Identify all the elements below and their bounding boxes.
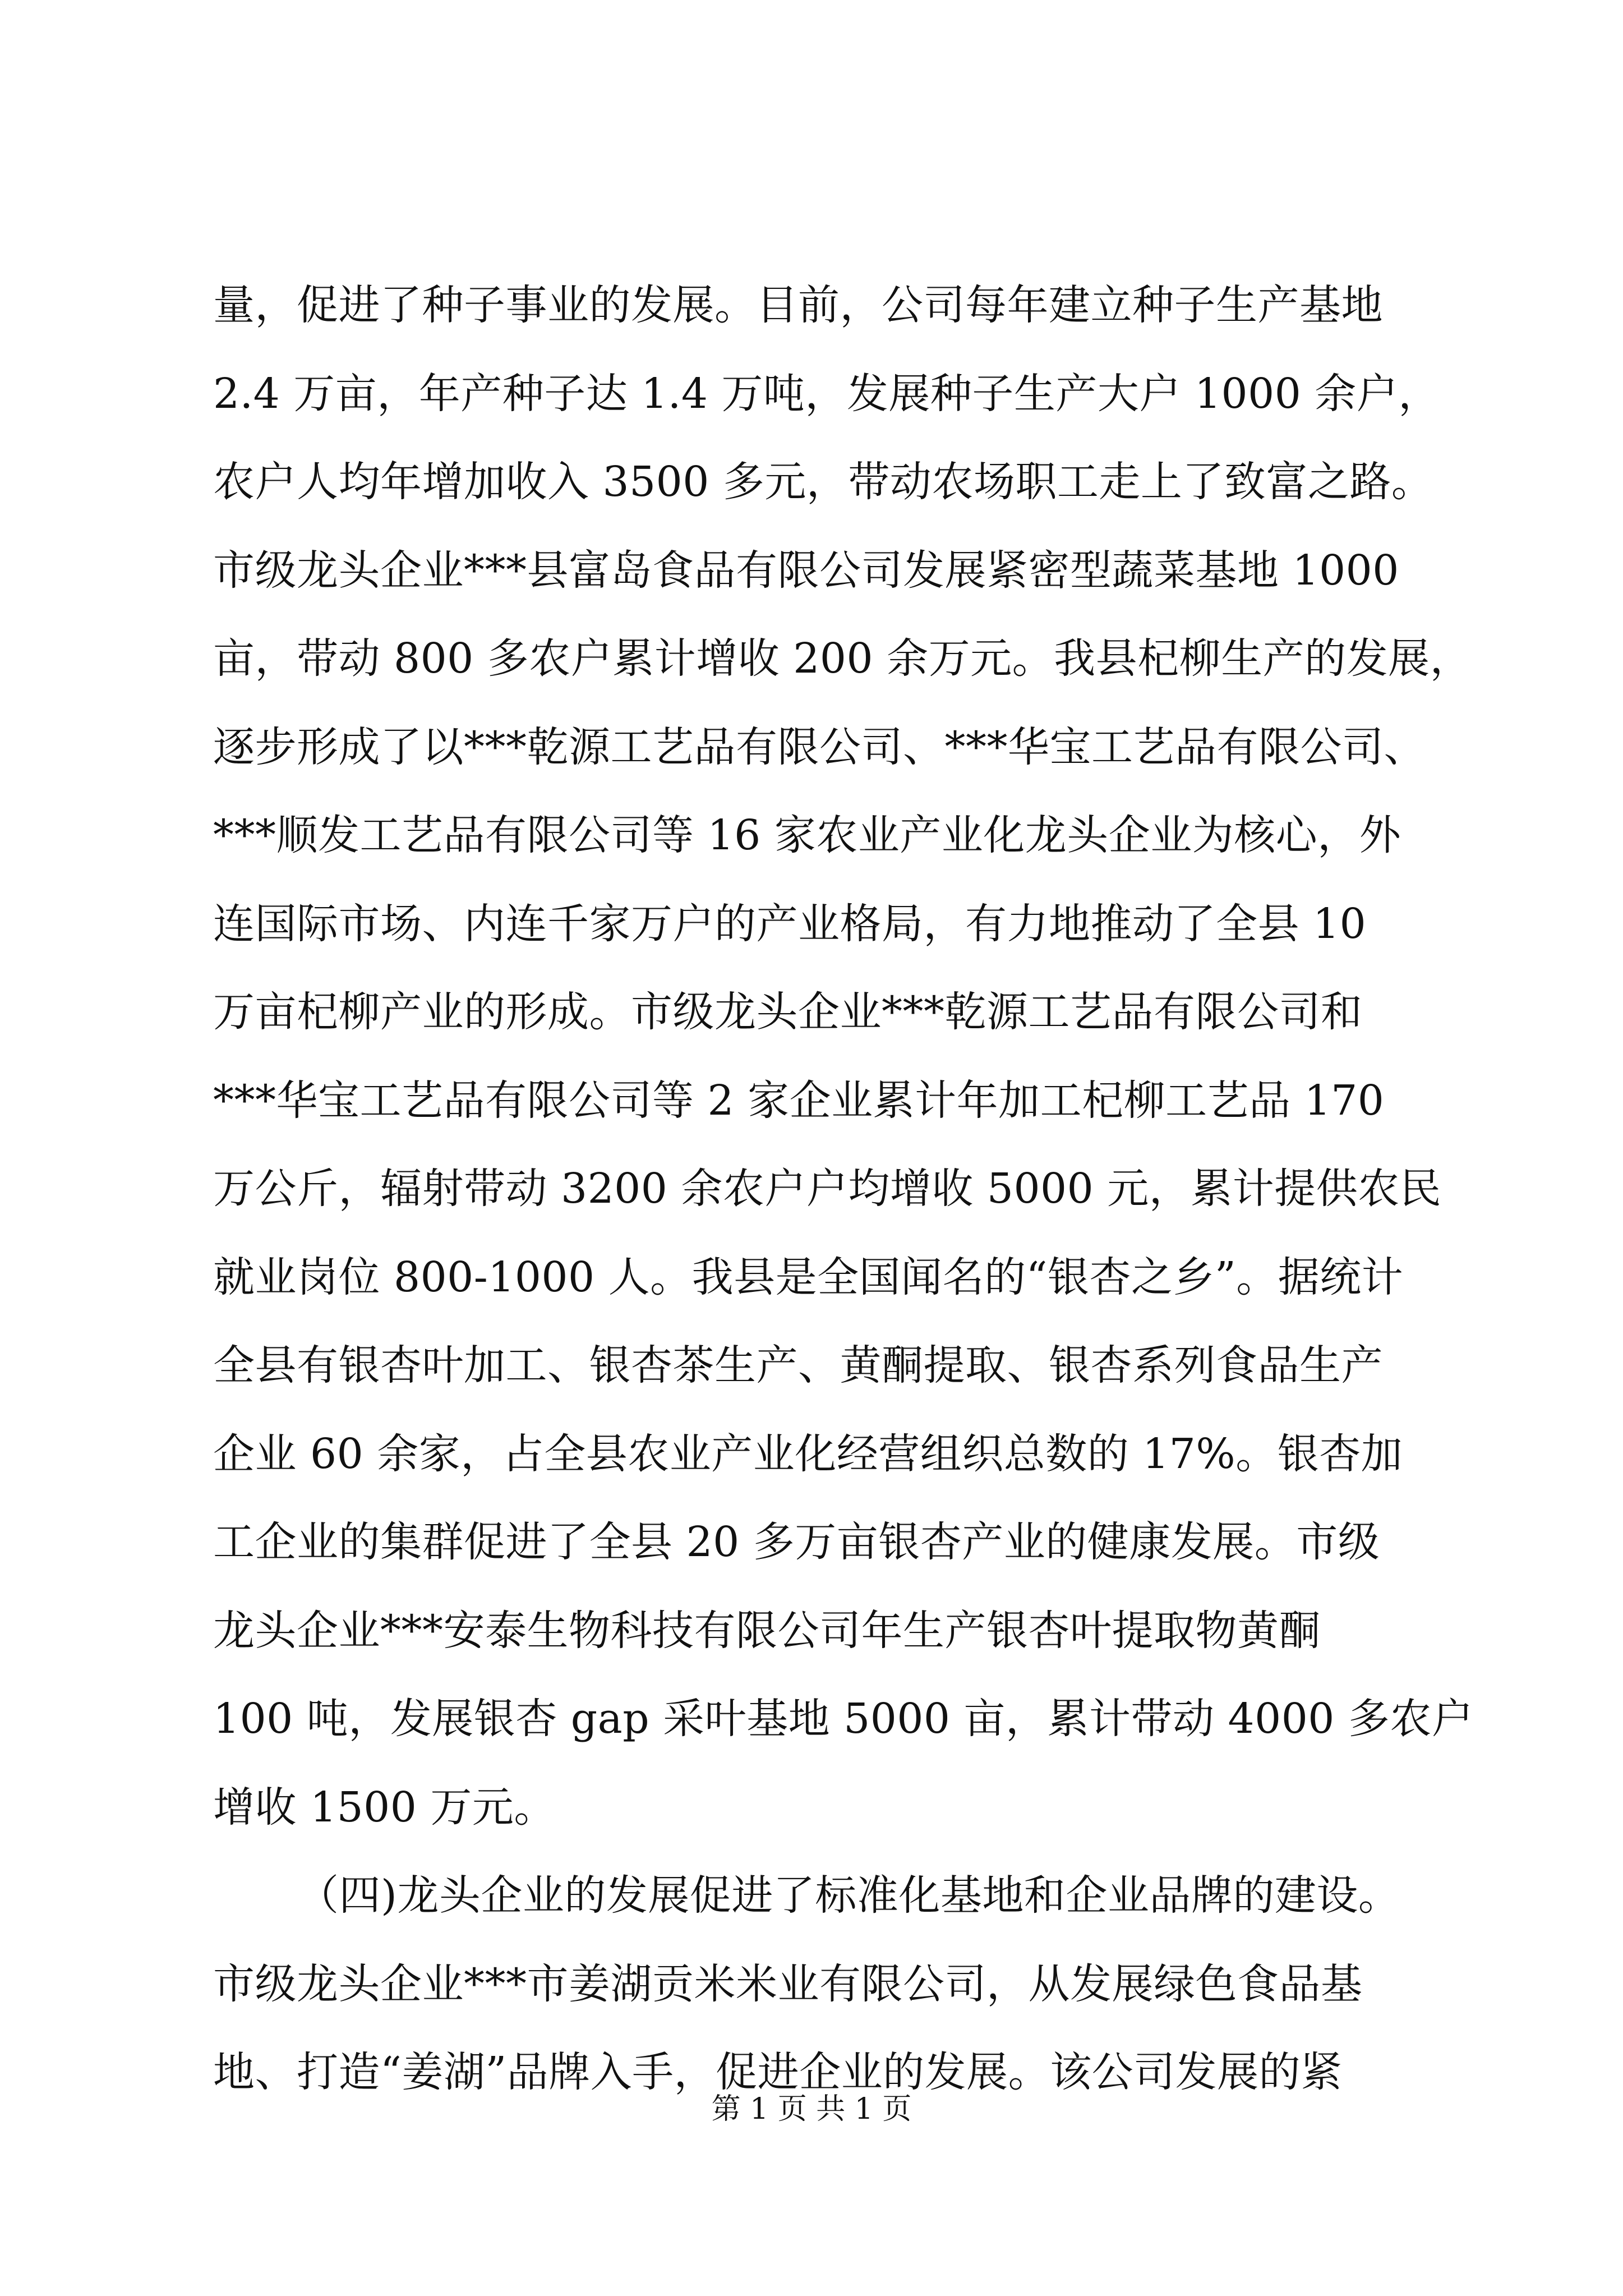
body-text bbox=[213, 261, 1474, 2117]
text-line: ***顺发工艺品有限公司等 16 家农业产业化龙头企业为核心，外 bbox=[213, 811, 1401, 859]
text-line: 连国际市场、内连千家万户的产业格局，有力地推动了全县 10 bbox=[213, 899, 1367, 948]
text-line: 万亩杞柳产业的形成。市级龙头企业***乾源工艺品有限公司和 bbox=[213, 988, 1363, 1036]
text-line: ***华宝工艺品有限公司等 2 家企业累计年加工杞柳工艺品 170 bbox=[213, 1076, 1385, 1125]
text-line: 全县有银杏叶加工、银杏茶生产、黄酮提取、银杏系列食品生产 bbox=[213, 1341, 1383, 1389]
text-line: 增收 1500 万元。 bbox=[213, 1783, 556, 1832]
text-line: 龙头企业***安泰生物科技有限公司年生产银杏叶提取物黄酮 bbox=[213, 1606, 1321, 1655]
text-line: 逐步形成了以***乾源工艺品有限公司、***华宝工艺品有限公司、 bbox=[213, 723, 1426, 771]
text-line: 地、打造“姜湖”品牌入手，促进企业的发展。该公司发展的紧 bbox=[213, 2048, 1343, 2096]
text-line: 100 吨，发展银杏 gap 采叶基地 5000 亩，累计带动 4000 多农户 bbox=[213, 1695, 1474, 1743]
text-line: 市级龙头企业***市姜湖贡米米业有限公司，从发展绿色食品基 bbox=[213, 1959, 1363, 2008]
text-line: 市级龙头企业***县富岛食品有限公司发展紧密型蔬菜基地 1000 bbox=[213, 546, 1399, 595]
page-footer: 第 1 页 共 1 页 bbox=[711, 2092, 912, 2126]
text-line: 量，促进了种子事业的发展。目前，公司每年建立种子生产基地 bbox=[213, 281, 1383, 329]
text-line: 2.4 万亩，年产种子达 1.4 万吨，发展种子生产大户 1000 余户， bbox=[213, 369, 1440, 418]
text-line: 企业 60 余家，占全县农业产业化经营组织总数的 17%。银杏加 bbox=[213, 1429, 1403, 1478]
text-line-indented: （四)龙头企业的发展促进了标准化基地和企业品牌的建设。 bbox=[297, 1871, 1400, 1920]
text-line: 万公斤，辐射带动 3200 余农户户均增收 5000 元，累计提供农民 bbox=[213, 1165, 1442, 1213]
text-line: 就业岗位 800-1000 人。我县是全国闻名的“银杏之乡”。据统计 bbox=[213, 1253, 1404, 1301]
text-line: 亩，带动 800 多农户累计增收 200 余万元。我县杞柳生产的发展， bbox=[213, 634, 1472, 683]
text-line: 工企业的集群促进了全县 20 多万亩银杏产业的健康发展。市级 bbox=[213, 1518, 1380, 1566]
text-line: 农户人均年增加收入 3500 多元，带动农场职工走上了致富之路。 bbox=[213, 458, 1433, 506]
